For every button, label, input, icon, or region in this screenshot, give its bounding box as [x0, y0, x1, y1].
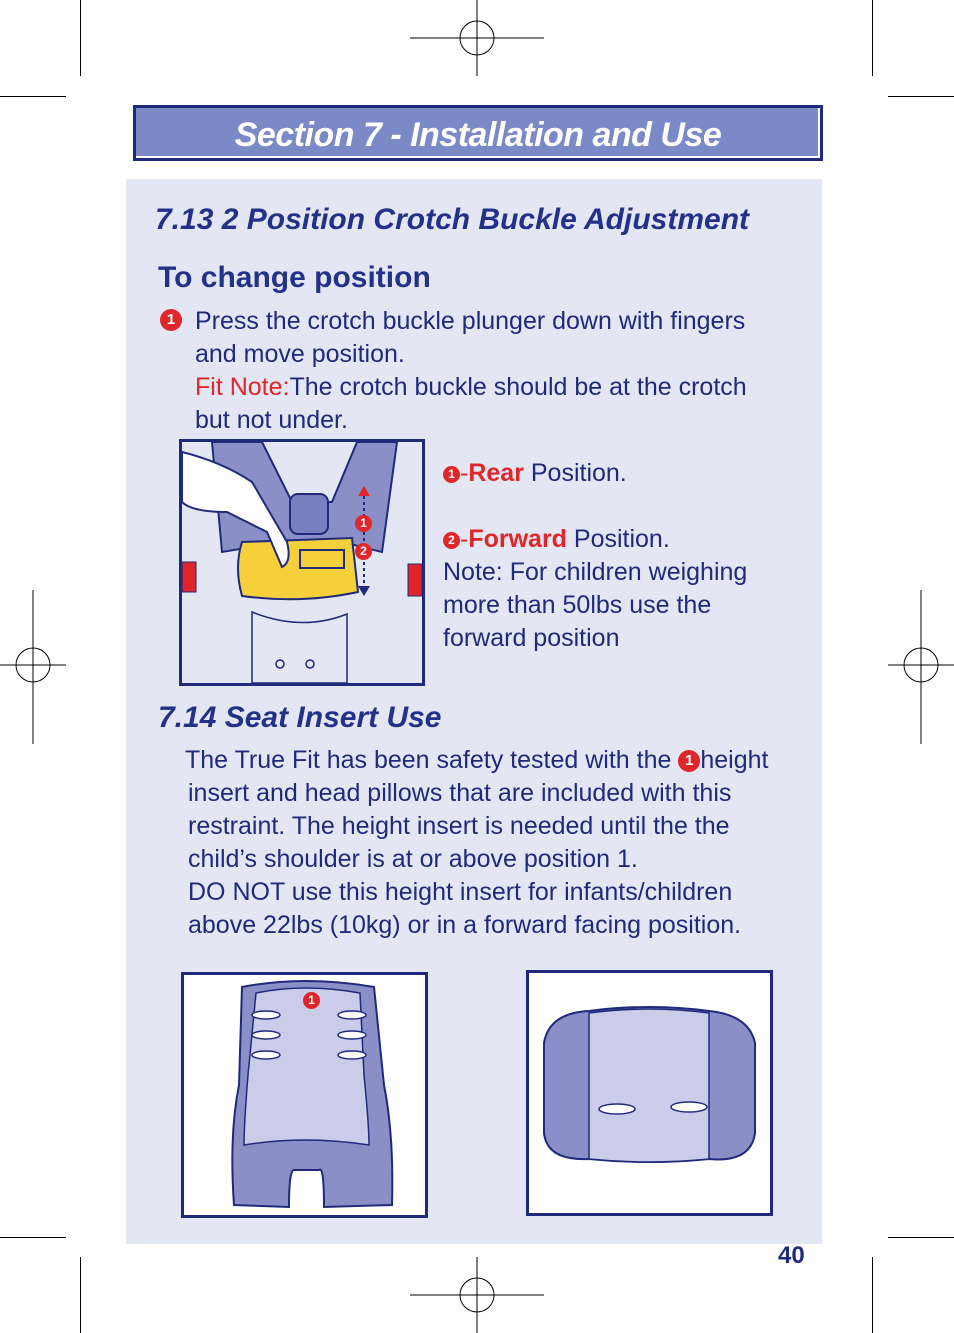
page-number: 40	[778, 1242, 805, 1269]
insert-line3: restraint. The height insert is needed until the the	[188, 812, 730, 840]
insert-marker-icon: 1	[303, 992, 320, 1009]
position-2-icon: 2	[355, 543, 372, 560]
head-pillow-drawing	[529, 973, 770, 1213]
step-number-icon: 1	[160, 309, 182, 331]
insert-line1b: height	[700, 746, 769, 774]
insert-line5: DO NOT use this height insert for infants/children	[188, 878, 733, 906]
registration-mark-left	[0, 590, 66, 744]
buckle-drawing	[182, 442, 422, 683]
fit-note-label: Fit Note:	[195, 373, 290, 401]
crop-mark	[872, 1257, 873, 1333]
insert-line1a: The True Fit has been safety tested with the	[185, 746, 679, 774]
section-713-title: 7.13 2 Position Crotch Buckle Adjustment	[155, 203, 750, 236]
crop-mark	[872, 0, 873, 76]
forward-suffix: Position.	[566, 525, 670, 553]
insert-line4: child’s shoulder is at or above position 1.	[188, 845, 638, 873]
position-1-icon: 1	[355, 515, 372, 532]
section-714-title: 7.14 Seat Insert Use	[158, 701, 442, 734]
rear-label: Rear	[468, 459, 524, 487]
buckle-marker-1	[355, 515, 372, 533]
head-pillow-illustration	[526, 970, 773, 1216]
buckle-marker-2	[355, 543, 372, 561]
insert-marker	[303, 992, 320, 1010]
section-714-body	[185, 744, 825, 942]
forward-position: 2 -Forward Position. Note: For children weighing more than 50lbs use the forward position	[443, 523, 813, 655]
section-title: Section 7 - Installation and Use	[234, 116, 722, 154]
fit-note-text2: but not under.	[195, 406, 348, 434]
note-line1: Note: For children weighing	[443, 558, 748, 586]
fit-note	[195, 371, 815, 404]
forward-label: Forward	[468, 525, 567, 553]
rear-position: 1 -Rear Position.	[443, 457, 813, 490]
height-insert-icon: 1	[678, 750, 700, 772]
step1-text	[195, 305, 815, 437]
note-line3: forward position	[443, 624, 620, 652]
crop-mark	[0, 1237, 66, 1238]
crop-mark	[80, 0, 81, 76]
height-insert-drawing	[184, 975, 425, 1215]
crop-mark	[80, 1257, 81, 1333]
insert-line2: insert and head pillows that are included with this	[188, 779, 732, 807]
step1-bullet	[160, 309, 182, 331]
crop-mark	[888, 1237, 954, 1238]
rear-suffix: Position.	[523, 459, 627, 487]
crop-mark	[888, 96, 954, 97]
crop-mark	[0, 96, 66, 97]
registration-mark-right	[888, 590, 954, 744]
insert-line1	[185, 744, 825, 777]
buckle-illustration	[179, 439, 425, 686]
fit-note-text1: The crotch buckle should be at the crotch	[289, 373, 747, 401]
registration-mark-bottom	[410, 1257, 544, 1333]
step1-line2: and move position.	[195, 340, 405, 368]
rear-marker-icon: 1	[443, 466, 460, 483]
forward-marker-icon: 2	[443, 532, 460, 549]
registration-mark-top	[410, 0, 544, 76]
note-line2: more than 50lbs use the	[443, 591, 712, 619]
section-header	[133, 105, 823, 161]
subheading-change-position: To change position	[158, 261, 431, 294]
insert-line6: above 22lbs (10kg) or in a forward facing position.	[188, 911, 742, 939]
step1-line1: Press the crotch buckle plunger down with fingers	[195, 307, 746, 335]
